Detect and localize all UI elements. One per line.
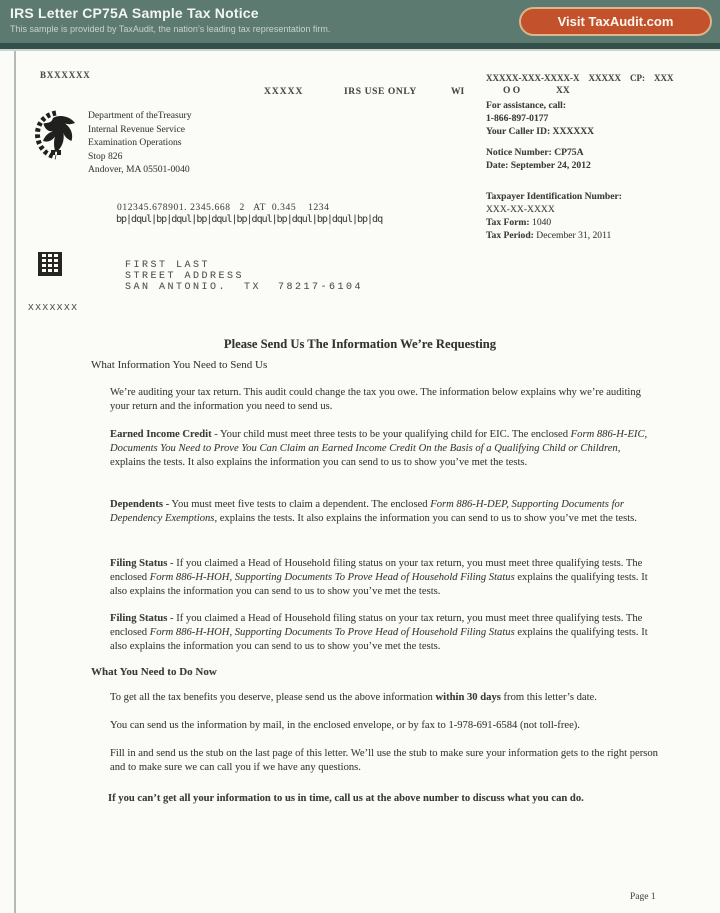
dependents-form-title: Form 886-H-DEP, Supporting Documents for Dependency Exemptions [110, 499, 624, 524]
tax-form-value: 1040 [529, 217, 552, 228]
tin-value: XXX-XX-XXXX [486, 204, 555, 215]
assistance-block [486, 99, 594, 138]
deadline-paragraph: To get all the tax benefits you deserve, please send us the above information within 30 days from this letter’s date. [110, 692, 597, 703]
dependents-paragraph: Dependents - You must meet five tests to claim a dependent. The enclosed Form 886-H-DEP, Supporting Documents for Dependency Exemptions, explains the tests. It also explains the information you can send to us to show you’ve met the tests. [110, 499, 637, 524]
postnet-barcode: bp|dqul|bp|dqul|bp|dqul|bp|dqul|bp|dqul|bp|dqul|bp|dq [116, 214, 383, 225]
code-bottom-left: XXXXXXX [28, 302, 79, 313]
banner-light-edge [0, 49, 720, 51]
scanline-digits: 012345.678901. 2345.668 2 AT 0.345 1234 [117, 203, 330, 213]
visit-taxaudit-button-label: Visit TaxAudit.com [557, 14, 674, 29]
filing-form-title: Form 886-H-HOH, Supporting Documents To Prove Head of Household Filing Status [149, 571, 515, 583]
recipient-street: STREET ADDRESS [125, 271, 245, 282]
eic-paragraph: Earned Income Credit - Your child must meet three tests to be your qualifying child for EIC. The enclosed Form 886-H-EIC, Documents You Need to Prove You Can Claim an Earned Income Credit On the Basis of a Qualifying Child or Children, explains the tests. It also explains the information you can send to us to show you’ve met the tests. [110, 429, 648, 468]
code-center: XXXXX [264, 87, 304, 97]
eic-form-title: Form 886-H-EIC, Documents You Need to Prove You Can Claim an Earned Income Credit On the Basis of a Qualifying Child or Children [110, 429, 648, 454]
tax-form-label: Tax Form: [486, 217, 530, 228]
banner-title: IRS Letter CP75A Sample Tax Notice [10, 5, 259, 21]
eic-lead: Earned Income Credit [110, 429, 212, 440]
notice-block [486, 146, 591, 172]
notice-date: Date: September 24, 2012 [486, 160, 591, 171]
mail-fax-paragraph: You can send us the information by mail, in the enclosed envelope, or by fax to 1-978-691-6584 (not toll-free). [110, 720, 580, 731]
filing-status-paragraph-2: Filing Status - If you claimed a Head of Household filing status on your tax return, you must meet three qualifying tests. The enclosed Form 886-H-HOH, Supporting Documents To Prove Head of Household Filing Status explains the qualifying tests. It also explains the information you can send to us to show you’ve met the tests. [110, 613, 648, 652]
agency-line: Stop 826 [88, 150, 123, 162]
agency-line: Department of theTreasury [88, 110, 192, 121]
notice-number: Notice Number: CP75A [486, 147, 584, 158]
agency-address [88, 109, 192, 177]
filing-lead: Filing Status [110, 613, 168, 624]
warning-paragraph: If you can’t get all your information to us in time, call us at the above number to discuss what you can do. [108, 793, 584, 804]
agency-line: Internal Revenue Service [88, 123, 185, 135]
assistance-call-label: For assistance, call: [486, 100, 567, 111]
code-wi: WI [451, 87, 465, 97]
recipient-address [125, 260, 363, 293]
tax-period-value: December 31, 2011 [533, 230, 612, 241]
tin-block [486, 190, 622, 242]
tax-form [486, 216, 622, 229]
section-heading-do-now: What You Need to Do Now [91, 666, 217, 678]
banner-subtitle: This sample is provided by TaxAudit, the nation’s leading tax representation firm. [10, 24, 331, 34]
irs-logo [34, 110, 81, 165]
stub-paragraph: Fill in and send us the stub on the last page of this letter. We’ll use the stub to make sure your information gets to the right person and to make sure we can call you if we have any questions. [110, 748, 658, 773]
filing-status-paragraph-1: Filing Status - If you claimed a Head of Household filing status on your tax return, you must meet three qualifying tests. The enclosed Form 886-H-HOH, Supporting Documents To Prove Head of Household Filing Status explains the qualifying tests. It also explains the information you can send to us to show you’ve met the tests. [110, 558, 648, 597]
assistance-phone: 1-866-897-0177 [486, 113, 549, 124]
irs-eagle-icon [34, 110, 81, 160]
page-left-edge [14, 51, 16, 913]
section-heading-information: What Information You Need to Send Us [91, 359, 268, 371]
dependents-lead: Dependents - [110, 499, 170, 510]
code-top-left: BXXXXXX [40, 70, 91, 80]
agency-line: Examination Operations [88, 137, 182, 148]
filing-lead: Filing Status [110, 558, 168, 569]
caller-id: Your Caller ID: XXXXXX [486, 126, 595, 137]
recipient-name: FIRST LAST [125, 260, 211, 271]
tin-label: Taxpayer Identification Number: [486, 191, 622, 202]
letter-title: Please Send Us The Information We’re Requesting [223, 337, 497, 351]
agency-line: Andover, MA 05501-0040 [88, 164, 190, 175]
page-number: Page 1 [630, 892, 656, 902]
intro-paragraph: We’re auditing your tax return. This audit could change the tax you owe. The information below explains why we’re auditing your return and the information you need to send us. [110, 387, 641, 412]
filing-form-title: Form 886-H-HOH, Supporting Documents To Prove Head of Household Filing Status [149, 626, 515, 638]
recipient-city: SAN ANTONIO. TX 78217-6104 [125, 282, 364, 293]
code-right-line2b: XX [556, 86, 570, 96]
visit-taxaudit-button[interactable] [519, 7, 712, 36]
deadline-bold: within 30 days [435, 692, 501, 703]
code-right-line1: XXXXX-XXX-XXXX-X XXXXX CP: XXX [486, 73, 674, 83]
irs-use-only-label: IRS USE ONLY [344, 87, 417, 97]
qr-code [38, 252, 62, 276]
tax-period-label: Tax Period: [486, 230, 534, 241]
code-right-line2a: O O [503, 86, 521, 96]
tax-period [486, 229, 622, 242]
